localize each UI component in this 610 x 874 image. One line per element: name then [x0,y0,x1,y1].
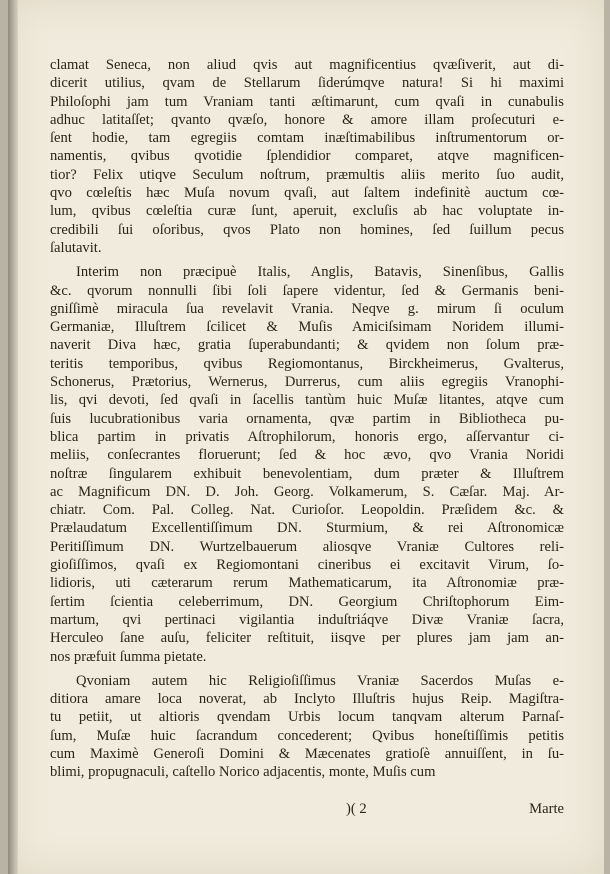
text-line: cum Maximè Generoſi Domini & Mæcenates gratioſè annuiſſent, in ſu- [50,745,564,762]
text-line: tior? Felix utiqve Seculum noſtrum, præmultis aliis merito ſuo audit, [50,166,564,183]
paragraph [50,56,564,257]
text-line: lidioris, uti cæterarum rerum Mathematicarum, ita Aſtronomiæ præ- [50,575,564,592]
text-line: Prælaudatum Excellentiſſimum DN. Sturmium, & rei Aſtronomicæ [50,520,564,537]
text-line: nos præfuit ſumma pietate. [50,648,207,665]
text-line: credibili ſui oſoribus, qvos Plato non homines, ſed ſuillum pecus [50,221,564,238]
paragraph [50,672,564,782]
text-line: Germaniæ, Illuſtrem ſcilicet & Muſis Amiciſsimam Noridem illumi- [50,319,564,336]
catchword: Marte [529,801,564,817]
text-line: Herculeo ſane auſu, feliciter reſtituit, iisqve per plures jam jam an- [50,630,564,647]
text-line: tu petiit, ut altioris qvendam Urbis locum tanqvam alterum Parnaſ- [50,709,564,726]
text-line: dicerit utilius, qvam de Stellarum ſiderúmqve natura! Si hi maximi [50,75,564,92]
text-line: ac Magnificum DN. D. Joh. Georg. Volkamerum, S. Cæſar. Maj. Ar- [50,483,564,500]
text-line: Interim non præcipuè Italis, Anglis, Batavis, Sinenſibus, Gallis [76,264,564,281]
text-line: qvo cœleſtis hæc Muſa novum qvaſi, aut ſaltem indefinitè auctum cœ- [50,185,564,202]
paragraph [50,263,564,666]
text-line: ſum, Muſæ huic ſacrandum concederent; Qvibus honeſtiſſimis petitis [50,727,564,744]
text-line: ſertim ſcientia celeberrimum, DN. Georgium Chriſtophorum Eim- [50,593,564,610]
text-line: gniſſimè miracula ſua revelavit Vrania. Neqve g. mirum ſi oculum [50,300,564,317]
text-line: meliis, conſecrantes floruerunt; ſed & hoc ævo, qvo Vrania Noridi [50,447,564,464]
text-line: lis, qvi devoti, ſed qvaſi in ſacellis tantùm huic Muſæ litantes, atqve cum [50,392,564,409]
text-line: Qvoniam autem hic Religioſiſſimus Vraniæ Sacerdos Muſas e- [76,672,564,689]
text-line: gioſiſſimos, qvaſi ex Regiomontani cineribus ei excitavit Virum, ſo- [50,557,564,574]
text-line: chiatr. Com. Pal. Colleg. Nat. Curioſor. Leopoldin. Præſidem &c. & [50,502,564,519]
text-line: Schonerus, Prætorius, Wernerus, Durrerus, cum aliis egregiis Vranophi- [50,374,564,391]
text-line: naverit Diva hæc, gratia ſuperabundanti; & qvidem non ſolum præ- [50,337,564,354]
page-footer [50,801,564,821]
text-line: adhuc latitaſſet; qvanto qvæſo, honore & amore illam proſecuturi e- [50,111,564,128]
text-line: lum, qvibus cœleſtia curæ ſunt, aperuit, excluſis ab hac voluptate in- [50,203,564,220]
text-line: noſtræ ſingularem exhibuit benevolentiam, dum præter & Illuſtrem [50,465,564,482]
text-line: clamat Seneca, non aliud qvis aut magnificentius qvæſiverit, aut di- [50,57,564,73]
document-page [8,0,604,874]
text-line: ſuis lucubrationibus varia ornamenta, qvæ partim in Bibliotheca pu- [50,410,564,427]
signature-mark: )( 2 [346,801,367,817]
text-line: namentis, qvibus qvotidie ſplendidior comparet, atqve magnificen- [50,148,564,165]
text-line: ditiora amare loca noverat, ab Inclyto Illuſtris hujus Reip. Magiſtra- [50,691,564,708]
text-line: ſent hodie, tam egregiis comtam inæſtimabilibus inſtrumentorum or- [50,130,564,147]
body-text [50,56,564,782]
text-line: teritis temporibus, qvibus Regiomontanus, Birckheimerus, Gvalterus, [50,355,564,372]
text-line: blimi, propugnaculi, caſtello Norico adjacentis, monte, Muſis cum [50,764,436,781]
text-line: &c. qvorum nonnulli ſibi ſoli ſapere videntur, ſed & Germanis beni- [50,282,564,299]
text-line: blica partim in privatis Aſtrophilorum, honoris ergo, aſſervantur ci- [50,428,564,445]
text-line: martum, qvi pertinaci vigilantia induſtriáqve Divæ Vraniæ ſacra, [50,611,564,628]
text-line: Philoſophi jam tum Vraniam tanti æſtimarunt, cum qvaſi in cunabulis [50,93,564,110]
page-gutter-shadow [8,0,18,874]
text-line: Peritiſſimum DN. Wurtzelbauerum aliosqve Vraniæ Cultores reli- [50,538,564,555]
text-line: ſalutavit. [50,239,102,256]
